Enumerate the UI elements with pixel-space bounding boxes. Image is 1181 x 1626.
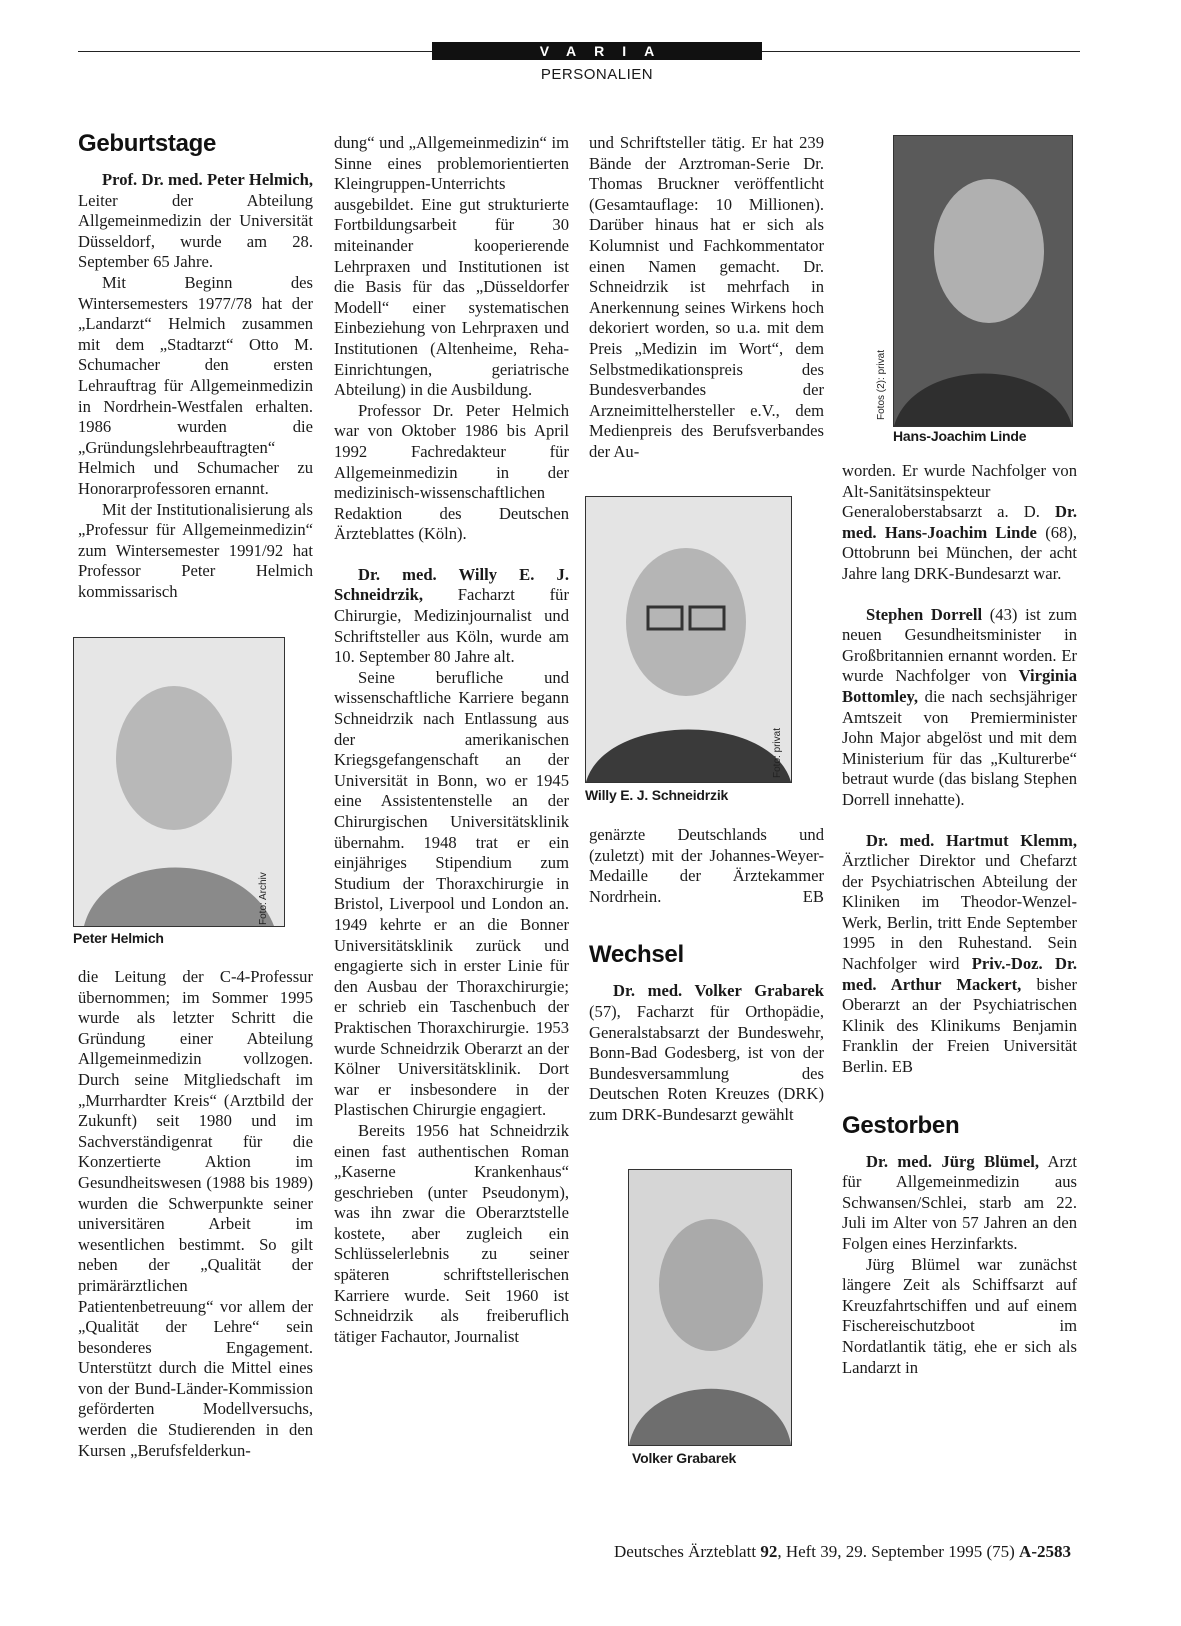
photo-caption: Willy E. J. Schneidrzik [585,787,729,803]
header-rule-right [762,51,1080,52]
paragraph-text: (68), Ottobrunn bei München, der acht Jahre lang DRK-Bundesarzt war. [842,522,1077,583]
paragraph-text: die nach sechsjähriger Amtszeit von Premierminister John Major abgelöst und mit dem Ministerium für das „Kulturerbe“ betraut wurde (das bislang Stephen Dorrell innehatte). [842,686,1077,809]
paragraph-text: Arzt für Allgemeinmedizin aus Schwansen/Schlei, starb am 22. Juli im Alter von 57 Jahren an den Folgen eines Herzinfarkts. [842,1151,1077,1253]
paragraph: dung“ und „Allgemeinmedizin“ im Sinne eines problemorientierten Kleingruppen-Unterrichts ausgebildet. Eine gut strukturierte Fortbildungsarbeit für 30 miteinander kooperierende Lehrpraxen und Institutionen ist die Basis für das „Düsseldorfer Modell“ einer systematischen Einbeziehung von Lehrpraxen und Institutionen (Altenheime, Reha-Einrichtungen, geriatrische Abteilung) in die Ausbildung. [334,133,569,400]
paragraph: Mit Beginn des Wintersemesters 1977/78 hat der „Landarzt“ Helmich zusammen mit dem „Stadtarzt“ Otto M. Schumacher den ersten Lehrauftrag für Allgemeinmedizin in Nordrhein-Westfalen erhalten. 1986 wurden die „Gründungslehrbeauftragten“ Helmich und Schumacher zu Honorarprofessoren ernannt. [78,272,313,498]
portrait-photo-icon [894,136,1072,426]
portrait-photo-icon [629,1170,791,1445]
signature: EB [802,886,824,906]
heading-change: Wechsel [589,941,684,969]
paragraph: Seine berufliche und wissenschaftliche Karriere begann Schneidrzik nach Entlassung aus der amerikanischen Kriegsgefangenschaft an der Universität in Bonn, wo er 1945 eine Assistentenstelle an der Chirurgischen Universitätsklinik übernahm. 1948 trat er ein einjähriges Stipendium zum Studium der Thoraxchirurgie in Bristol, Liverpool und London an. 1949 kehrte er an die Bonner Universitätsklinik zurück und engagierte sich in erster Linie für den Ausbau der Thoraxchirurgie; er schrieb ein Taschenbuch der Praktischen Thoraxchirurgie. 1953 wurde Schneidrzik Oberarzt an der Kölner Universitätsklinik. Dort war er insbesondere in der Plastischen Chirurgie engagiert. [334,667,569,1120]
page-footer [614,1542,1071,1562]
photo-caption: Volker Grabarek [632,1450,737,1466]
column-1-continued [78,967,313,1461]
column-3 [589,133,824,463]
paragraph-text: worden. Er wurde Nachfolger von Alt-Sanitätsinspekteur Generaloberstabsarzt a. D. [842,461,1077,522]
issue-info: , Heft 39, 29. September 1995 (75) [777,1542,1020,1561]
volume-number: 92 [760,1542,778,1561]
section-bar: VARIA [432,42,762,60]
page-number: A-2583 [1019,1542,1071,1561]
heading-birthdays: Geburtstage [78,130,217,157]
paragraph-text: Ärztlicher Direktor und Chefarzt der Psychiatrischen Abteilung der Kliniken im Theodor-Wenzel-Werk, Berlin, tritt Ende September 1995 in den Ruhestand. Sein Nachfolger wird [842,851,1077,974]
subsection-label: PERSONALIEN [540,66,654,83]
photo-helmich [73,637,285,927]
photo-caption: Peter Helmich [73,930,164,946]
paragraph-text: (57), Facharzt für Orthopädie, Generalstabsarzt der Bundeswehr, Bonn-Bad Godesberg, ist von der Bundesversammlung des Deutschen Roten Kreuzes (DRK) zum DRK-Bundesarzt gewählt [589,1001,824,1124]
column-1 [78,130,313,602]
column-3-continued [589,825,824,1126]
person-name: Dr. med. Hartmut Klemm, [866,830,1077,850]
paragraph: Mit der Institutionalisierung als „Professur für Allgemeinmedizin“ zum Wintersemester 1991/92 hat Professor Peter Helmich kommissarisch [78,499,313,601]
journal-name: Deutsches Ärzteblatt [613,1542,761,1561]
column-4 [842,461,1077,1378]
person-name: Dr. med. Volker Grabarek [613,981,824,1001]
paragraph-text: (43) ist zum neuen Gesundheitsminister in Großbritannien ernannt worden. Er wurde Nachfolger von [842,604,1077,686]
photo-caption: Hans-Joachim Linde [893,428,1027,444]
photo-credit: Foto: privat [772,727,783,778]
person-name: Dr. med. Hans-Joachim Linde [842,502,1077,542]
photo-linde [893,135,1073,427]
paragraph: die Leitung der C-4-Professur übernommen; im Sommer 1995 wurde als letzter Schritt die Gründung einer Abteilung Allgemeinmedizin vollzogen. Durch seine Mitgliedschaft im „Murrhardter Kreis“ (Arztbild der Zukunft) seit 1980 und im Sachverständigenrat für die Konzertierte Aktion im Gesundheitswesen (1988 bis 1989) wurden die Schwerpunkte seiner universitären Arbeit im wesentlichen bestimmt. So gilt neben der „Qualität der primärärztlichen Patientenbetreuung“ vor allem der „Qualität der Lehre“ sein besonderes Engagement. Unterstützt durch die Mittel eines von der Bund-Länder-Kommission geförderten Modellversuchs, werden die Studierenden in den Kursen „Berufsfelderkun- [78,967,313,1460]
header-rule-left [78,51,432,52]
portrait-photo-icon [586,497,791,782]
paragraph-text: Facharzt für Chirurgie, Medizinjournalist und Schriftsteller aus Köln, wurde am 10. September 80 Jahre alt. [334,585,569,667]
paragraph-text: Leiter der Abteilung Allgemeinmedizin der Universität Düsseldorf, wurde am 28. September 65 Jahre. [78,190,313,272]
person-name: Prof. Dr. med. Peter Helmich, [102,170,313,189]
photo-schneidrzik [585,496,792,783]
paragraph-text: genärzte Deutschlands und (zuletzt) mit der Johannes-Weyer-Medaille der Ärztekammer Nordrhein. [589,825,824,906]
person-name: Virginia Bottomley, [842,666,1077,706]
person-name: Dr. med. Jürg Blümel, [866,1151,1039,1171]
paragraph-text: bisher Oberarzt an der Psychiatrischen Klinik des Klinikums Benjamin Franklin der Freien Universität Berlin. EB [842,974,1077,1077]
photo-credit: Fotos (2): privat [876,349,887,420]
person-name: Stephen Dorrell [866,604,983,624]
paragraph: Professor Dr. Peter Helmich war von Oktober 1986 bis April 1992 Fachredakteur für Allgemeinmedizin in der medizinisch-wissenschaftlichen Redaktion des Deutschen Ärzteblattes (Köln). [334,400,569,544]
person-name: Dr. med. Willy E. J. Schneidrzik, [334,564,569,605]
heading-died: Gestorben [842,1111,960,1139]
photo-credit: Foto: Archiv [258,872,269,925]
paragraph: Jürg Blümel war zunächst längere Zeit als Schiffsarzt auf Kreuzfahrtschiffen und auf einem Fischereischutzboot im Nordatlantik tätig, ehe er sich als Landarzt in [842,1254,1077,1377]
photo-grabarek [628,1169,792,1446]
portrait-photo-icon [74,638,284,926]
column-2 [334,133,569,1347]
paragraph: Bereits 1956 hat Schneidrzik einen fast authentischen Roman „Kaserne Krankenhaus“ geschrieben (unter Pseudonym), was ihn zwar die Oberarztstelle kostete, aber zugleich ein Schlüsselerlebnis zu seiner späteren schriftstellerischen Karriere wurde. Seit 1960 ist Schneidrzik als freiberuflich tätiger Fachautor, Journalist [334,1120,569,1346]
paragraph: und Schriftsteller tätig. Er hat 239 Bände der Arztroman-Serie Dr. Thomas Bruckner veröffentlicht (Gesamtauflage: 10 Millionen). Darüber hinaus hat er sich als Kolumnist und Fachkommentator einen Namen gemacht. Dr. Schneidrzik ist mehrfach in Anerkennung seines Wirkens hoch dekoriert worden, so u.a. mit dem Preis „Medizin im Wort“, dem Selbstmedikationspreis des Bundesverbandes der Arzneimittelhersteller e.V., dem Medienpreis des Berufsverbandes der Au- [589,133,824,461]
person-name: Priv.-Doz. Dr. med. Arthur Mackert, [842,954,1077,994]
